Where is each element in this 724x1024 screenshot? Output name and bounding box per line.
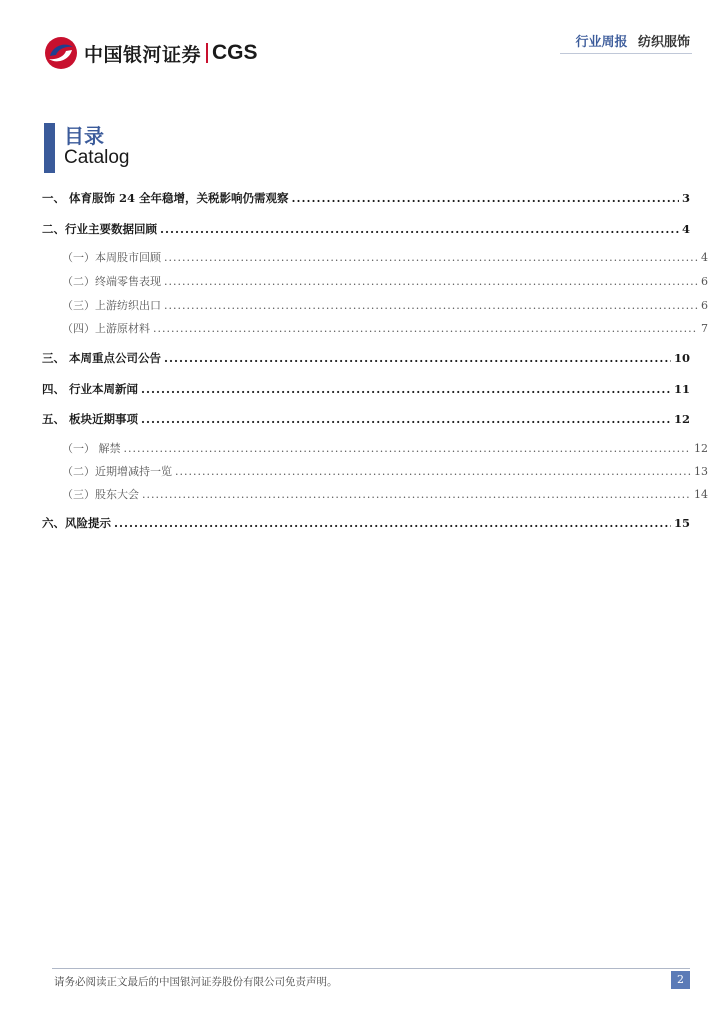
catalog-title-cn: 目录 bbox=[64, 124, 104, 148]
toc-item-page: 11 bbox=[673, 382, 690, 396]
toc-dot-leader bbox=[141, 382, 671, 396]
cgs-logo-icon bbox=[44, 36, 78, 70]
toc-item-title: 一、 体育服饰 24 全年稳增，关税影响仍需观察 bbox=[42, 191, 289, 205]
toc-dot-leader bbox=[164, 299, 698, 312]
toc-item[interactable] bbox=[42, 221, 690, 237]
toc-dot-leader bbox=[124, 442, 692, 455]
toc-item[interactable] bbox=[42, 350, 690, 366]
toc-subitem-title: （四）上游原材料 bbox=[62, 322, 150, 335]
toc-dot-leader bbox=[164, 251, 698, 264]
logo-separator bbox=[206, 43, 208, 63]
toc-subitem-title: （一） 解禁 bbox=[62, 442, 121, 455]
toc-subitem-title: （三）上游纺织出口 bbox=[62, 299, 161, 312]
toc-item[interactable] bbox=[42, 411, 690, 427]
footer-divider bbox=[52, 968, 690, 969]
toc-dot-leader bbox=[175, 465, 691, 478]
logo-chinese-name: 中国银河证券 bbox=[84, 43, 202, 66]
toc-subitem-title: （一）本周股市回顾 bbox=[62, 251, 161, 264]
toc-subitem-page: 6 bbox=[701, 299, 708, 312]
toc-item-page: 4 bbox=[681, 222, 690, 236]
toc-subitem[interactable] bbox=[62, 297, 708, 313]
toc-subitem-title: （二）终端零售表现 bbox=[62, 275, 161, 288]
toc-subitem-page: 14 bbox=[694, 488, 708, 501]
header-divider bbox=[560, 53, 692, 54]
toc-dot-leader bbox=[142, 488, 691, 501]
toc-subitem-page: 6 bbox=[701, 275, 708, 288]
toc-item[interactable] bbox=[42, 190, 690, 206]
toc-item-title: 五、 板块近期事项 bbox=[42, 412, 139, 426]
toc-subitem[interactable] bbox=[62, 486, 708, 502]
toc-subitem-title: （三）股东大会 bbox=[62, 488, 139, 501]
toc-subitem[interactable] bbox=[62, 273, 708, 289]
logo-english-name: CGS bbox=[212, 41, 258, 64]
toc-subitem-title: （二）近期增减持一览 bbox=[62, 465, 172, 478]
toc-subitem-page: 4 bbox=[701, 251, 708, 264]
toc-dot-leader bbox=[141, 412, 671, 426]
toc-item-page: 3 bbox=[681, 191, 690, 205]
company-logo bbox=[44, 36, 258, 70]
report-industry: 纺织服饰 bbox=[637, 35, 690, 50]
page-number-badge: 2 bbox=[671, 971, 690, 989]
toc-subitem-page: 7 bbox=[701, 322, 708, 335]
toc-subitem-page: 12 bbox=[694, 442, 708, 455]
page-header bbox=[0, 0, 724, 80]
catalog-accent-bar bbox=[44, 123, 55, 173]
toc-item-page: 10 bbox=[673, 351, 690, 365]
toc-dot-leader bbox=[292, 191, 679, 205]
toc-dot-leader bbox=[153, 322, 698, 335]
toc-item-page: 12 bbox=[673, 412, 690, 426]
toc-item-title: 六、风险提示 bbox=[42, 516, 111, 530]
report-category bbox=[575, 31, 690, 50]
toc-subitem[interactable] bbox=[62, 463, 708, 479]
toc-subitem-page: 13 bbox=[694, 465, 708, 478]
toc-item-title: 四、 行业本周新闻 bbox=[42, 382, 139, 396]
toc-dot-leader bbox=[114, 516, 671, 530]
toc-item-page: 15 bbox=[673, 516, 690, 530]
report-type: 行业周报 bbox=[575, 35, 628, 50]
toc-item[interactable] bbox=[42, 381, 690, 397]
toc-subitem[interactable] bbox=[62, 320, 708, 336]
catalog-title-en: Catalog bbox=[64, 147, 130, 168]
toc-dot-leader bbox=[160, 222, 679, 236]
toc-subitem[interactable] bbox=[62, 249, 708, 265]
toc-item[interactable] bbox=[42, 515, 690, 531]
footer-disclaimer: 请务必阅读正文最后的中国银河证券股份有限公司免责声明。 bbox=[54, 976, 338, 988]
toc-dot-leader bbox=[164, 275, 698, 288]
toc-item-title: 二、行业主要数据回顾 bbox=[42, 222, 157, 236]
toc-dot-leader bbox=[164, 351, 671, 365]
toc-item-title: 三、 本周重点公司公告 bbox=[42, 351, 162, 365]
toc-subitem[interactable] bbox=[62, 440, 708, 456]
